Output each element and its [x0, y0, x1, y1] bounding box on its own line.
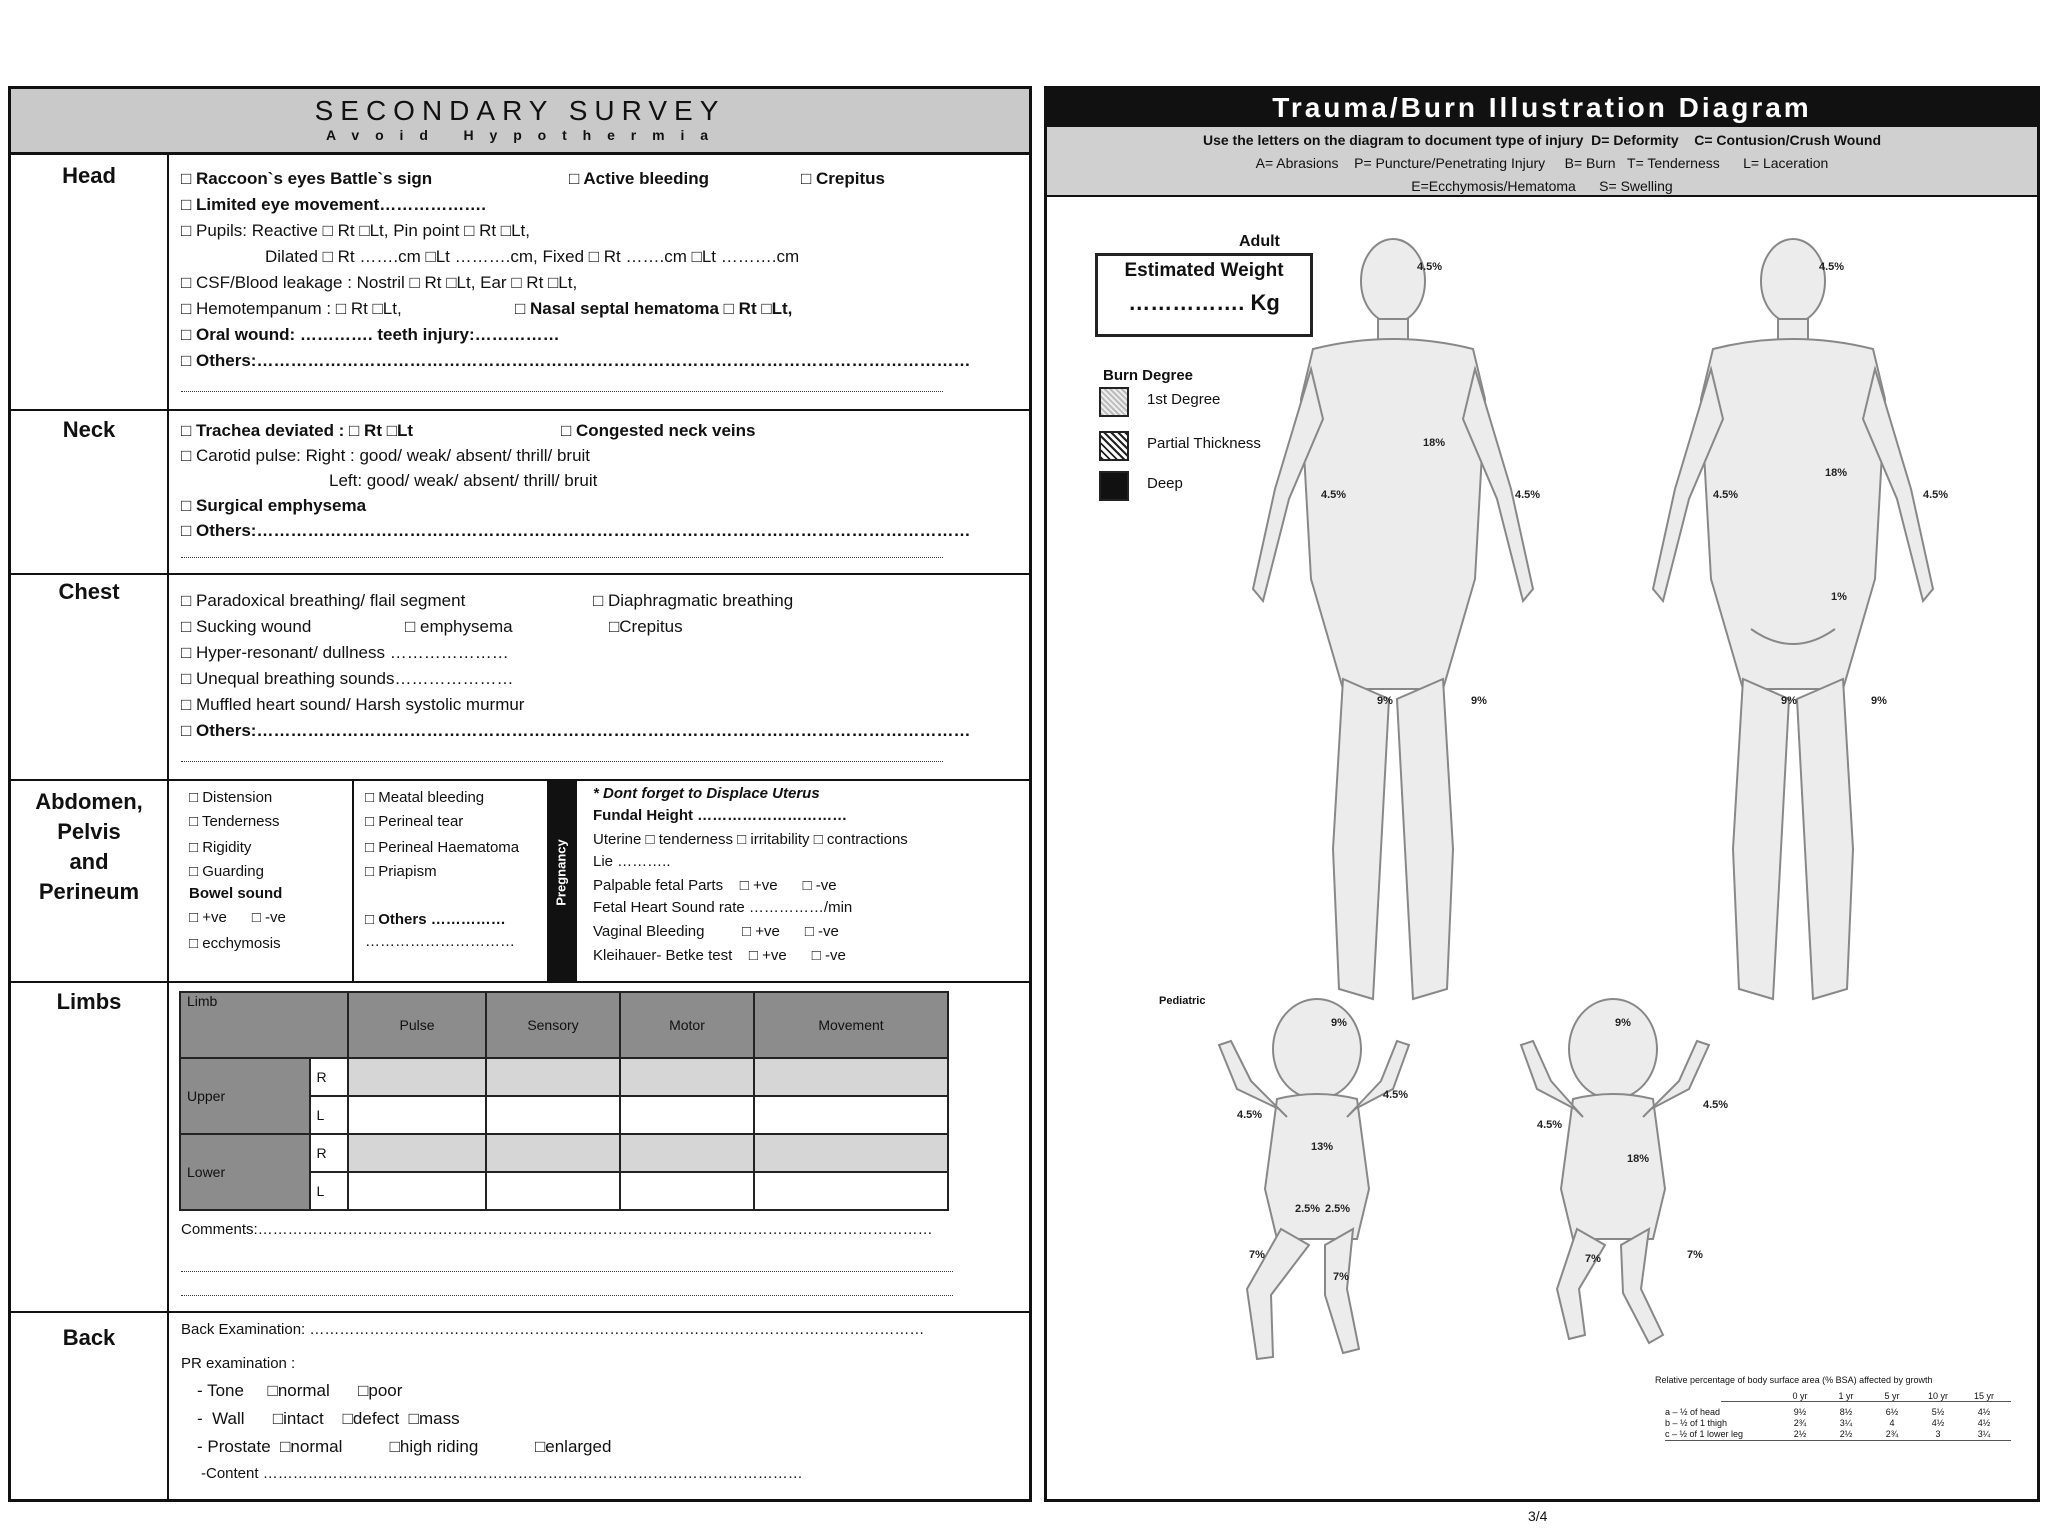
head-line[interactable]: □ Others:……………………………………………………………………………………………………………… [181, 351, 971, 370]
chest-line[interactable]: □Crepitus [609, 617, 683, 636]
comments-line[interactable]: Comments:……………………………………………………………………………………………………………………… [181, 1221, 933, 1238]
weight-field[interactable]: ……………. Kg [1128, 290, 1280, 315]
back-line[interactable]: - Wall □intact □defect □mass [197, 1409, 460, 1428]
pct-label: 7% [1333, 1271, 1349, 1283]
growth-row-label: a – ½ of head [1665, 1407, 1721, 1417]
limb-cell[interactable] [348, 1058, 486, 1096]
page-number: 3/4 [1528, 1508, 1548, 1524]
pregnancy-item[interactable]: Kleihauer- Betke test □ +ve □ -ve [593, 947, 846, 964]
limbs-section [11, 981, 1029, 1311]
head-line[interactable]: □ Hemotempanum : □ Rt □Lt, [181, 299, 402, 318]
back-line[interactable]: Back Examination: …………………………………………………………………………………………………………… [181, 1321, 925, 1338]
section-label-head: Head [62, 163, 116, 188]
growth-cell: 8½ [1839, 1407, 1853, 1417]
limb-cell[interactable] [348, 1096, 486, 1134]
pct-label: 4.5% [1703, 1099, 1729, 1111]
group-upper: Upper [180, 1058, 310, 1134]
limb-cell[interactable] [754, 1172, 948, 1210]
pregnancy-item[interactable]: Fetal Heart Sound rate ……………/min [593, 899, 853, 916]
abdomen-item[interactable]: □ Guarding [189, 863, 264, 880]
neck-line[interactable]: □ Congested neck veins [561, 421, 756, 440]
perineum-item[interactable]: □ Others …………… [365, 911, 506, 928]
growth-table-rows [1665, 1407, 2011, 1441]
head-line[interactable]: □ CSF/Blood leakage : Nostril □ Rt □Lt, Ear □ Rt □Lt, [181, 273, 578, 292]
pct-label: 18% [1825, 467, 1848, 479]
page-subtitle: A v o i d H y p o t h e r m i a [325, 127, 715, 143]
injury-legend-line: A= Abrasions P= Puncture/Penetrating Injury B= Burn T= Tenderness L= Laceration [1255, 155, 1829, 171]
growth-cell: 4½ [1977, 1407, 1991, 1417]
pregnancy-item[interactable]: Palpable fetal Parts □ +ve □ -ve [593, 877, 837, 894]
pct-label: 4.5% [1515, 489, 1541, 501]
head-line[interactable]: □ Oral wound: …………. teeth injury:…………… [181, 325, 560, 344]
side-l: L [310, 1172, 348, 1210]
pct-label: 4.5% [1383, 1089, 1409, 1101]
child-back-figure[interactable] [1197, 989, 1437, 1369]
pregnancy-label: Pregnancy [553, 839, 569, 906]
growth-table [1721, 1391, 2011, 1402]
burn-degree-title: Burn Degree [1103, 367, 1194, 384]
pct-label: 18% [1627, 1153, 1650, 1165]
chest-line[interactable]: □ Hyper-resonant/ dullness ………………… [181, 643, 509, 662]
abdomen-item[interactable]: □ Distension [189, 789, 273, 806]
limb-cell[interactable] [620, 1134, 754, 1172]
abdomen-item[interactable]: □ +ve □ -ve [189, 909, 286, 926]
neck-line[interactable]: □ Others:……………………………………………………………………………………………………………… [181, 521, 971, 540]
first-degree-swatch [1099, 387, 1129, 417]
age-header: 5 yr [1884, 1391, 1900, 1401]
side-l: L [310, 1096, 348, 1134]
neck-line[interactable]: □ Carotid pulse: Right : good/ weak/ absent/ thrill/ bruit [181, 446, 591, 465]
chest-line[interactable]: □ Others:……………………………………………………………………………………………………………… [181, 721, 971, 740]
pct-label: 1% [1831, 591, 1847, 603]
growth-cell: 4 [1889, 1418, 1895, 1428]
pct-label: 4.5% [1321, 489, 1347, 501]
pct-label: 4.5% [1537, 1119, 1563, 1131]
pregnancy-item[interactable]: Fundal Height ………………………… [593, 807, 848, 824]
head-section [11, 155, 1029, 409]
col-header: Pulse [348, 992, 486, 1058]
col-header: Movement [754, 992, 948, 1058]
limb-cell[interactable] [620, 1058, 754, 1096]
burn-degree-label: Deep [1147, 475, 1183, 492]
pct-label: 18% [1423, 437, 1446, 449]
age-header: 10 yr [1927, 1391, 1948, 1401]
pregnancy-sidebar [547, 781, 577, 981]
injury-legend [1047, 127, 2037, 197]
limbs-table [179, 991, 949, 1211]
abdomen-item: Bowel sound [189, 885, 283, 902]
pct-label: 9% [1781, 695, 1797, 707]
head-line[interactable]: Dilated □ Rt …….cm □Lt ……….cm, Fixed □ Rt …….cm □Lt ……….cm [265, 247, 800, 266]
limb-cell[interactable] [620, 1172, 754, 1210]
perineum-item[interactable]: □ Perineal tear [365, 813, 464, 830]
pct-label: 7% [1687, 1249, 1703, 1261]
pct-label: 9% [1615, 1017, 1631, 1029]
age-header: 0 yr [1792, 1391, 1808, 1401]
pct-label: 13% [1311, 1141, 1334, 1153]
growth-cell: 4½ [1931, 1418, 1945, 1428]
abdomen-section [11, 779, 1029, 981]
neck-line[interactable]: □ Trachea deviated : □ Rt □Lt [181, 421, 414, 440]
age-header: 15 yr [1973, 1391, 1994, 1401]
side-r: R [310, 1134, 348, 1172]
growth-row-label: c – ½ of 1 lower leg [1665, 1429, 1744, 1439]
pct-label: 4.5% [1819, 261, 1845, 273]
limb-cell[interactable] [754, 1096, 948, 1134]
neck-line[interactable]: □ Surgical emphysema [181, 496, 367, 515]
pregnancy-item: * Dont forget to Displace Uterus [593, 785, 820, 802]
neck-line[interactable]: Left: good/ weak/ absent/ thrill/ bruit [329, 471, 598, 490]
injury-legend-line: E=Ecchymosis/Hematoma S= Swelling [1411, 178, 1673, 194]
section-label-limbs: Limbs [56, 989, 122, 1014]
deep-burn-swatch [1099, 471, 1129, 501]
pct-label: 4.5% [1237, 1109, 1263, 1121]
abdomen-item[interactable]: □ ecchymosis [189, 935, 281, 952]
pediatric-label: Pediatric [1159, 995, 1206, 1007]
pct-label: 4.5% [1923, 489, 1949, 501]
burn-diagram-title-bar [1047, 89, 2037, 127]
child-front-figure[interactable] [1513, 989, 1753, 1369]
chest-line[interactable]: □ Sucking wound [181, 617, 312, 636]
growth-cell: 2¾ [1885, 1429, 1899, 1439]
adult-back-figure[interactable] [1223, 229, 1563, 1029]
section-label-abdomen: Abdomen, Pelvis and Perineum [35, 789, 143, 904]
limb-cell[interactable] [754, 1134, 948, 1172]
head-line[interactable]: □ Pupils: Reactive □ Rt □Lt, Pin point □ Rt □Lt, [181, 221, 530, 240]
pregnancy-item[interactable]: Vaginal Bleeding □ +ve □ -ve [593, 923, 839, 940]
abdomen-item[interactable]: □ Tenderness [189, 813, 280, 830]
secondary-survey-header [11, 89, 1029, 155]
back-line[interactable]: -Content ……………………………………………………………………………………………… [201, 1465, 803, 1482]
neck-section [11, 409, 1029, 573]
back-section [11, 1311, 1029, 1499]
chest-line[interactable]: □ Diaphragmatic breathing [593, 591, 794, 610]
chest-line[interactable]: □ emphysema [405, 617, 513, 636]
weight-label: Estimated Weight [1124, 260, 1284, 281]
limb-cell[interactable] [486, 1058, 620, 1096]
pct-label: 4.5% [1713, 489, 1739, 501]
chest-section [11, 573, 1029, 779]
side-r: R [310, 1058, 348, 1096]
pregnancy-item[interactable]: Uterine □ tenderness □ irritability □ contractions [593, 831, 908, 848]
pct-label: 9% [1471, 695, 1487, 707]
limb-cell[interactable] [486, 1172, 620, 1210]
pct-label: 7% [1249, 1249, 1265, 1261]
chest-line[interactable]: □ Muffled heart sound/ Harsh systolic murmur [181, 695, 525, 714]
growth-cell: 3¼ [1839, 1418, 1853, 1428]
back-line: PR examination : [181, 1355, 296, 1372]
limb-cell[interactable] [620, 1096, 754, 1134]
col-header: Sensory [486, 992, 620, 1058]
perineum-item[interactable]: □ Meatal bleeding [365, 789, 485, 806]
limb-cell[interactable] [486, 1096, 620, 1134]
growth-cell: 2¾ [1793, 1418, 1807, 1428]
pregnancy-item[interactable]: Lie ……….. [593, 853, 671, 870]
limb-cell[interactable] [754, 1058, 948, 1096]
pct-label: 9% [1377, 695, 1393, 707]
chest-line[interactable]: □ Paradoxical breathing/ flail segment [181, 591, 466, 610]
chest-line[interactable]: □ Unequal breathing sounds………………… [181, 669, 514, 688]
section-label-chest: Chest [58, 579, 120, 604]
abdomen-item[interactable]: □ Rigidity [189, 839, 252, 856]
limb-cell[interactable] [486, 1134, 620, 1172]
head-line[interactable]: □ Nasal septal hematoma □ Rt □Lt, [515, 299, 793, 318]
secondary-survey-panel [8, 86, 1032, 1502]
pct-label: 2.5% [1325, 1203, 1351, 1215]
back-line[interactable]: - Tone □normal □poor [197, 1381, 403, 1400]
growth-cell: 3¼ [1977, 1429, 1991, 1439]
growth-cell: 6½ [1885, 1407, 1899, 1417]
growth-cell: 4½ [1977, 1418, 1991, 1428]
growth-table-caption: Relative percentage of body surface area (% BSA) affected by growth [1655, 1375, 1933, 1385]
age-header: 1 yr [1838, 1391, 1854, 1401]
section-label-back: Back [62, 1325, 116, 1350]
head-line[interactable]: □ Crepitus [801, 169, 885, 188]
growth-cell: 3 [1935, 1429, 1941, 1439]
perineum-item[interactable]: ………………………… [365, 933, 515, 950]
pct-label: 4.5% [1417, 261, 1443, 273]
pct-label: 7% [1585, 1253, 1601, 1265]
page-title: SECONDARY SURVEY [314, 95, 726, 126]
burn-degree-label: 1st Degree [1147, 391, 1221, 408]
limb-cell[interactable] [348, 1172, 486, 1210]
growth-row-label: b – ½ of 1 thigh [1665, 1418, 1728, 1428]
section-label-neck: Neck [62, 417, 116, 442]
growth-cell: 2½ [1839, 1429, 1853, 1439]
growth-cell: 5½ [1931, 1407, 1945, 1417]
growth-cell: 9½ [1793, 1407, 1807, 1417]
limbs-corner: Limb [180, 992, 348, 1058]
adult-front-figure[interactable] [1623, 229, 1963, 1029]
burn-diagram-title: Trauma/Burn Illustration Diagram [1272, 92, 1812, 123]
pct-label: 9% [1871, 695, 1887, 707]
group-lower: Lower [180, 1134, 310, 1210]
burn-degree-label: Partial Thickness [1147, 435, 1261, 452]
injury-legend-line: Use the letters on the diagram to document type of injury D= Deformity C= Contusion/Crush Wound [1202, 132, 1882, 148]
adult-label: Adult [1239, 233, 1280, 250]
head-line[interactable]: □ Limited eye movement………………. [181, 195, 486, 214]
head-line[interactable]: □ Raccoon`s eyes Battle`s sign [181, 169, 433, 188]
burn-diagram-panel [1044, 86, 2040, 1502]
pct-label: 2.5% [1295, 1203, 1321, 1215]
growth-cell: 2½ [1793, 1429, 1807, 1439]
perineum-item[interactable]: □ Perineal Haematoma [365, 839, 520, 856]
head-line[interactable]: □ Active bleeding [569, 169, 710, 188]
partial-thickness-swatch [1099, 431, 1129, 461]
pct-label: 9% [1331, 1017, 1347, 1029]
perineum-item[interactable]: □ Priapism [365, 863, 437, 880]
back-line[interactable]: - Prostate □normal □high riding □enlarged [197, 1437, 612, 1456]
limb-cell[interactable] [348, 1134, 486, 1172]
col-header: Motor [620, 992, 754, 1058]
